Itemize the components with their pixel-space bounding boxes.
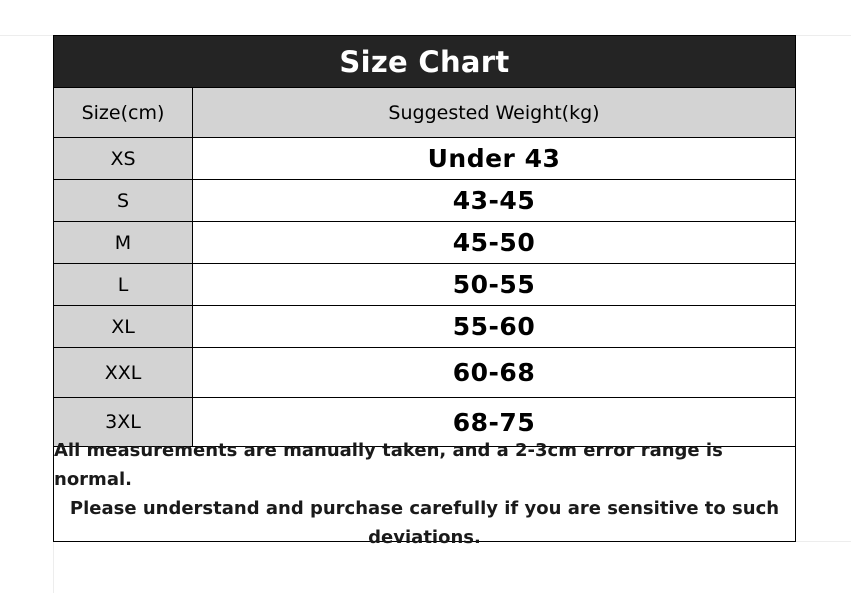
table-row <box>54 347 795 397</box>
note-line: deviations. <box>368 527 481 548</box>
size-cell: XXL <box>54 348 193 397</box>
table-row <box>54 263 795 305</box>
weight-cell: 60-68 <box>193 348 795 397</box>
weight-cell: 68-75 <box>193 398 795 446</box>
note-line: Please understand and purchase carefully if you are sensitive to such <box>69 498 780 519</box>
size-cell: L <box>54 264 193 305</box>
size-cell: XS <box>54 138 193 179</box>
weight-column-header: Suggested Weight(kg) <box>193 88 795 137</box>
table-row <box>54 305 795 347</box>
size-cell: 3XL <box>54 398 193 446</box>
weight-cell: 50-55 <box>193 264 795 305</box>
table-row <box>54 137 795 179</box>
weight-cell: 45-50 <box>193 222 795 263</box>
size-cell: M <box>54 222 193 263</box>
right-divider <box>796 541 851 542</box>
weight-cell: 43-45 <box>193 180 795 221</box>
left-divider <box>53 541 54 593</box>
note-line: All measurements are manually taken, and a 2-3cm error range is normal. <box>54 440 723 490</box>
size-cell: XL <box>54 306 193 347</box>
measurement-note <box>54 440 795 548</box>
size-column-header: Size(cm) <box>54 88 193 137</box>
table-row <box>54 179 795 221</box>
table-row <box>54 221 795 263</box>
size-chart-table <box>53 35 796 548</box>
chart-title: Size Chart <box>54 36 795 87</box>
weight-cell: Under 43 <box>193 138 795 179</box>
weight-cell: 55-60 <box>193 306 795 347</box>
table-header-row <box>54 87 795 137</box>
size-cell: S <box>54 180 193 221</box>
